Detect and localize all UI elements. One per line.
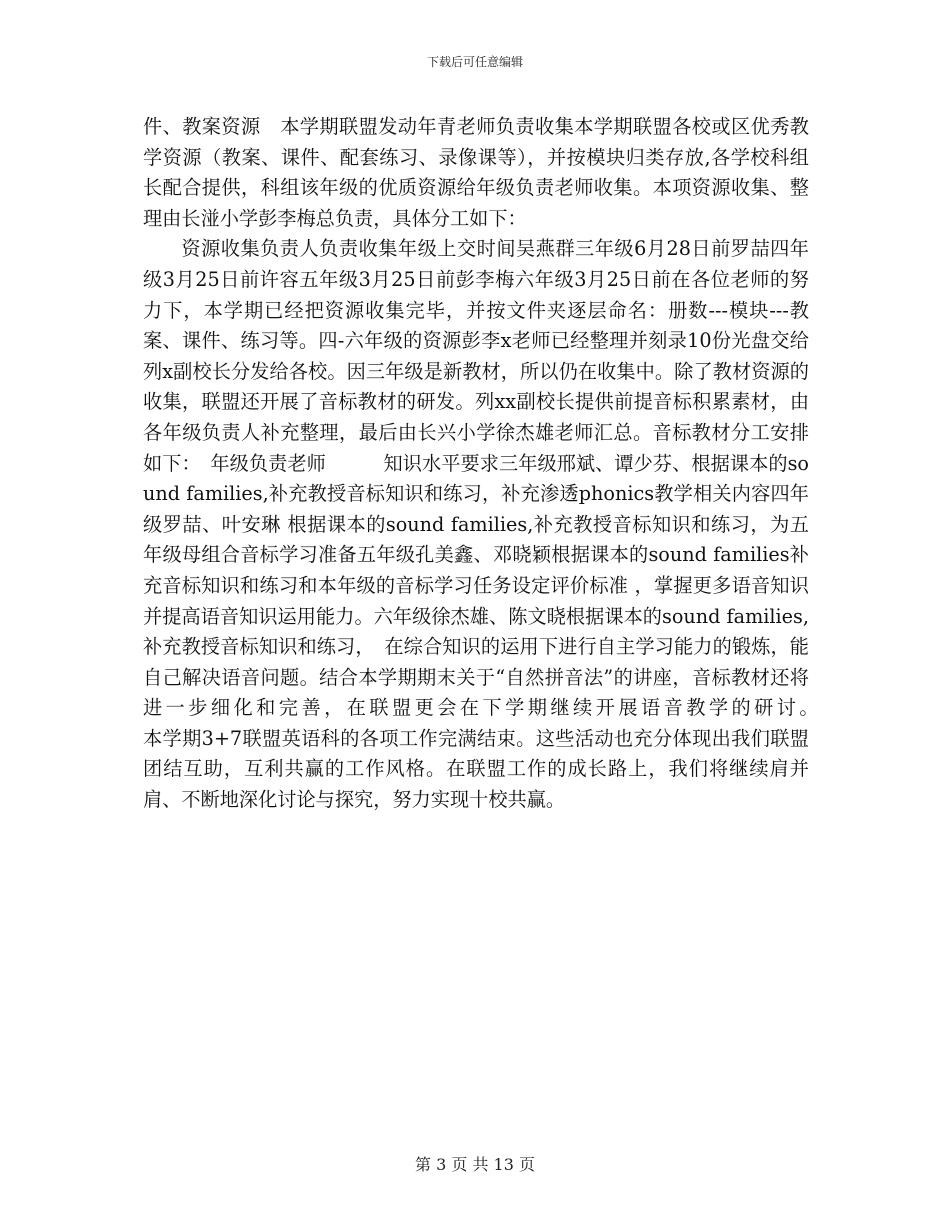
document-body xyxy=(143,112,925,816)
paragraph-resources: 件、教案资源 本学期联盟发动年青老师负责收集本学期联盟各校或区优秀教学资源（教案、课件、配套练习、录像课等），并按模块归类存放,各学校科组长配合提供，科组该年级的优质资源给年级负责老师收集。本项资源收集、整理由长湴小学彭李梅总负责，具体分工如下： xyxy=(143,115,809,230)
page-header: 下载后可任意编辑 xyxy=(426,55,523,69)
paragraph-collection-and-phonics: 资源收集负责人负责收集年级上交时间吴燕群三年级6月28日前罗喆四年级3月25日前许容五年级3月25日前彭李梅六年级3月25日前在各位老师的努力下，本学期已经把资源收集完毕，并按文件夹逐层命名：册数---模块---教案、课件、练习等。四-六年级的资源彭李x老师已经整理并刻录10份光盘交给列x副校长分发给各校。因三年级是新教材，所以仍在收集中。除了教材资源的收集，联盟还开展了音标教材的研发。列xx副校长提供前提音标积累素材，由各年级负责人补充整理，最后由长兴小学徐杰雄老师汇总。音标教材分工安排如下： 年级负责老师 知识水平要求三年级邢斌、谭少芬、根据课本的sound families,补充教授音标知识和练习，补充渗透phonics教学相关内容四年级罗喆、叶安琳 根据课本的sound families,补充教授音标知识和练习，为五年级母组合音标学习准备五年级孔美鑫、邓晓颖根据课本的sound families补充音标知识和练习和本年级的音标学习任务设定评价标准 ，掌握更多语音知识并提高语音知识运用能力。六年级徐杰雄、陈文晓根据课本的sound families,补充教授音标知识和练习， 在综合知识的运用下进行自主学习能力的锻炼，能自己解决语音问题。结合本学期期末关于“自然拼音法”的讲座，音标教材还将进一步细化和完善，在联盟更会在下学期继续开展语音教学的研讨。 本学期3+7联盟英语科的各项工作完满结束。这些活动也充分体现出我们联盟团结互助，互利共赢的工作风格。在联盟工作的成长路上，我们将继续肩并肩、不断地深化讨论与探究，努力实现十校共赢。 xyxy=(143,237,925,812)
page-number: 第 3 页 共 13 页 xyxy=(415,1155,535,1174)
